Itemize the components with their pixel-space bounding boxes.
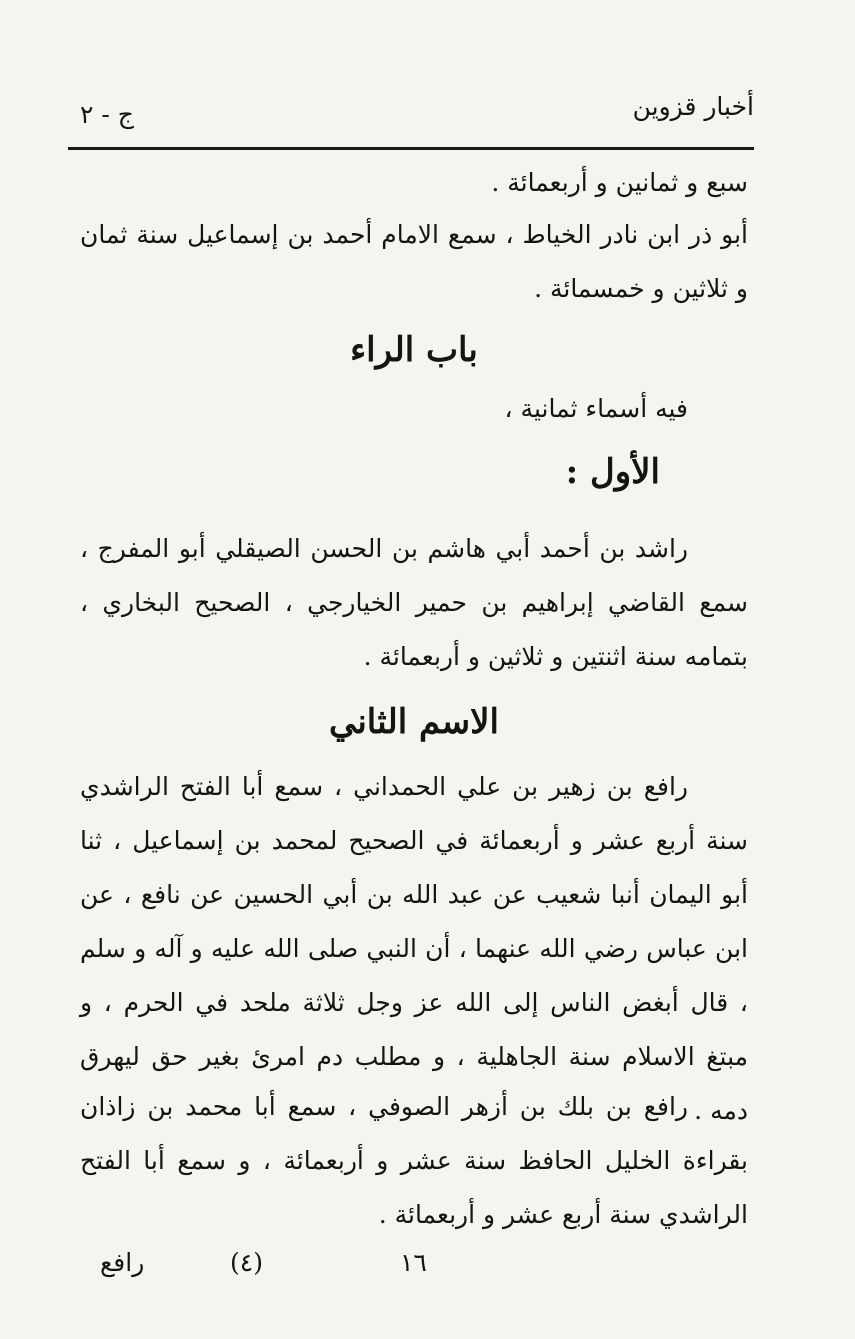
volume-label: ج - ٢	[80, 100, 134, 129]
paragraph-abu-dharr: أبو ذر ابن نادر الخياط ، سمع الامام أحمد بن إسماعيل سنة ثمان و ثلاثين و خمسمائة .	[80, 220, 748, 303]
paragraph-names-count	[80, 382, 748, 436]
paragraph-rashid	[80, 522, 748, 684]
catchword: رافع	[100, 1248, 145, 1277]
paragraph-rafi-balak	[80, 1080, 748, 1242]
signature-mark: (٤)	[230, 1248, 263, 1277]
first-heading: الأول :	[565, 452, 660, 492]
chapter-heading: باب الراء	[350, 330, 478, 370]
running-header	[68, 92, 754, 140]
second-name-heading: الاسم الثاني	[328, 702, 500, 742]
paragraph-continuation: سبع و ثمانين و أربعمائة .	[491, 168, 748, 197]
page-footer	[100, 1248, 660, 1288]
names-count-text: فيه أسماء ثمانية ،	[504, 394, 688, 423]
page-number: ١٦	[400, 1248, 427, 1277]
rafi-zuhayr-text: رافع بن زهير بن علي الحمداني ، سمع أبا الفتح الراشدي سنة أربع عشر و أربعمائة في الصحيح لمحمد بن إسماعيل ، ثنا أبو اليمان أنبا شعيب عن عبد الله بن أبي الحسين عن نافع ، عن ابن عباس رضي الله عنهما ، أن النبي صلى الله عليه و آله و سلم ، قال أبغض الناس إلى الله عز وجل ثلاثة ملحد في الحرم ، و مبتغ الاسلام سنة الجاهلية ، و مطلب دم امرئ بغير حق ليهرق دمه .	[80, 772, 748, 1125]
book-title: أخبار قزوين	[632, 92, 754, 121]
header-rule	[68, 147, 754, 150]
rafi-balak-text: رافع بن بلك بن أزهر الصوفي ، سمع أبا محمد بن زاذان بقراءة الخليل الحافظ سنة عشر و أربعمائة ، و سمع أبا الفتح الراشدي سنة أربع عشر و أربعمائة .	[80, 1092, 748, 1229]
rashid-text: راشد بن أحمد أبي هاشم بن الحسن الصيقلي أبو المفرج ، سمع القاضي إبراهيم بن حمير الخيارجي ، الصحيح البخاري ، بتمامه سنة اثنتين و ثلاثين و أربعمائة .	[80, 534, 748, 671]
